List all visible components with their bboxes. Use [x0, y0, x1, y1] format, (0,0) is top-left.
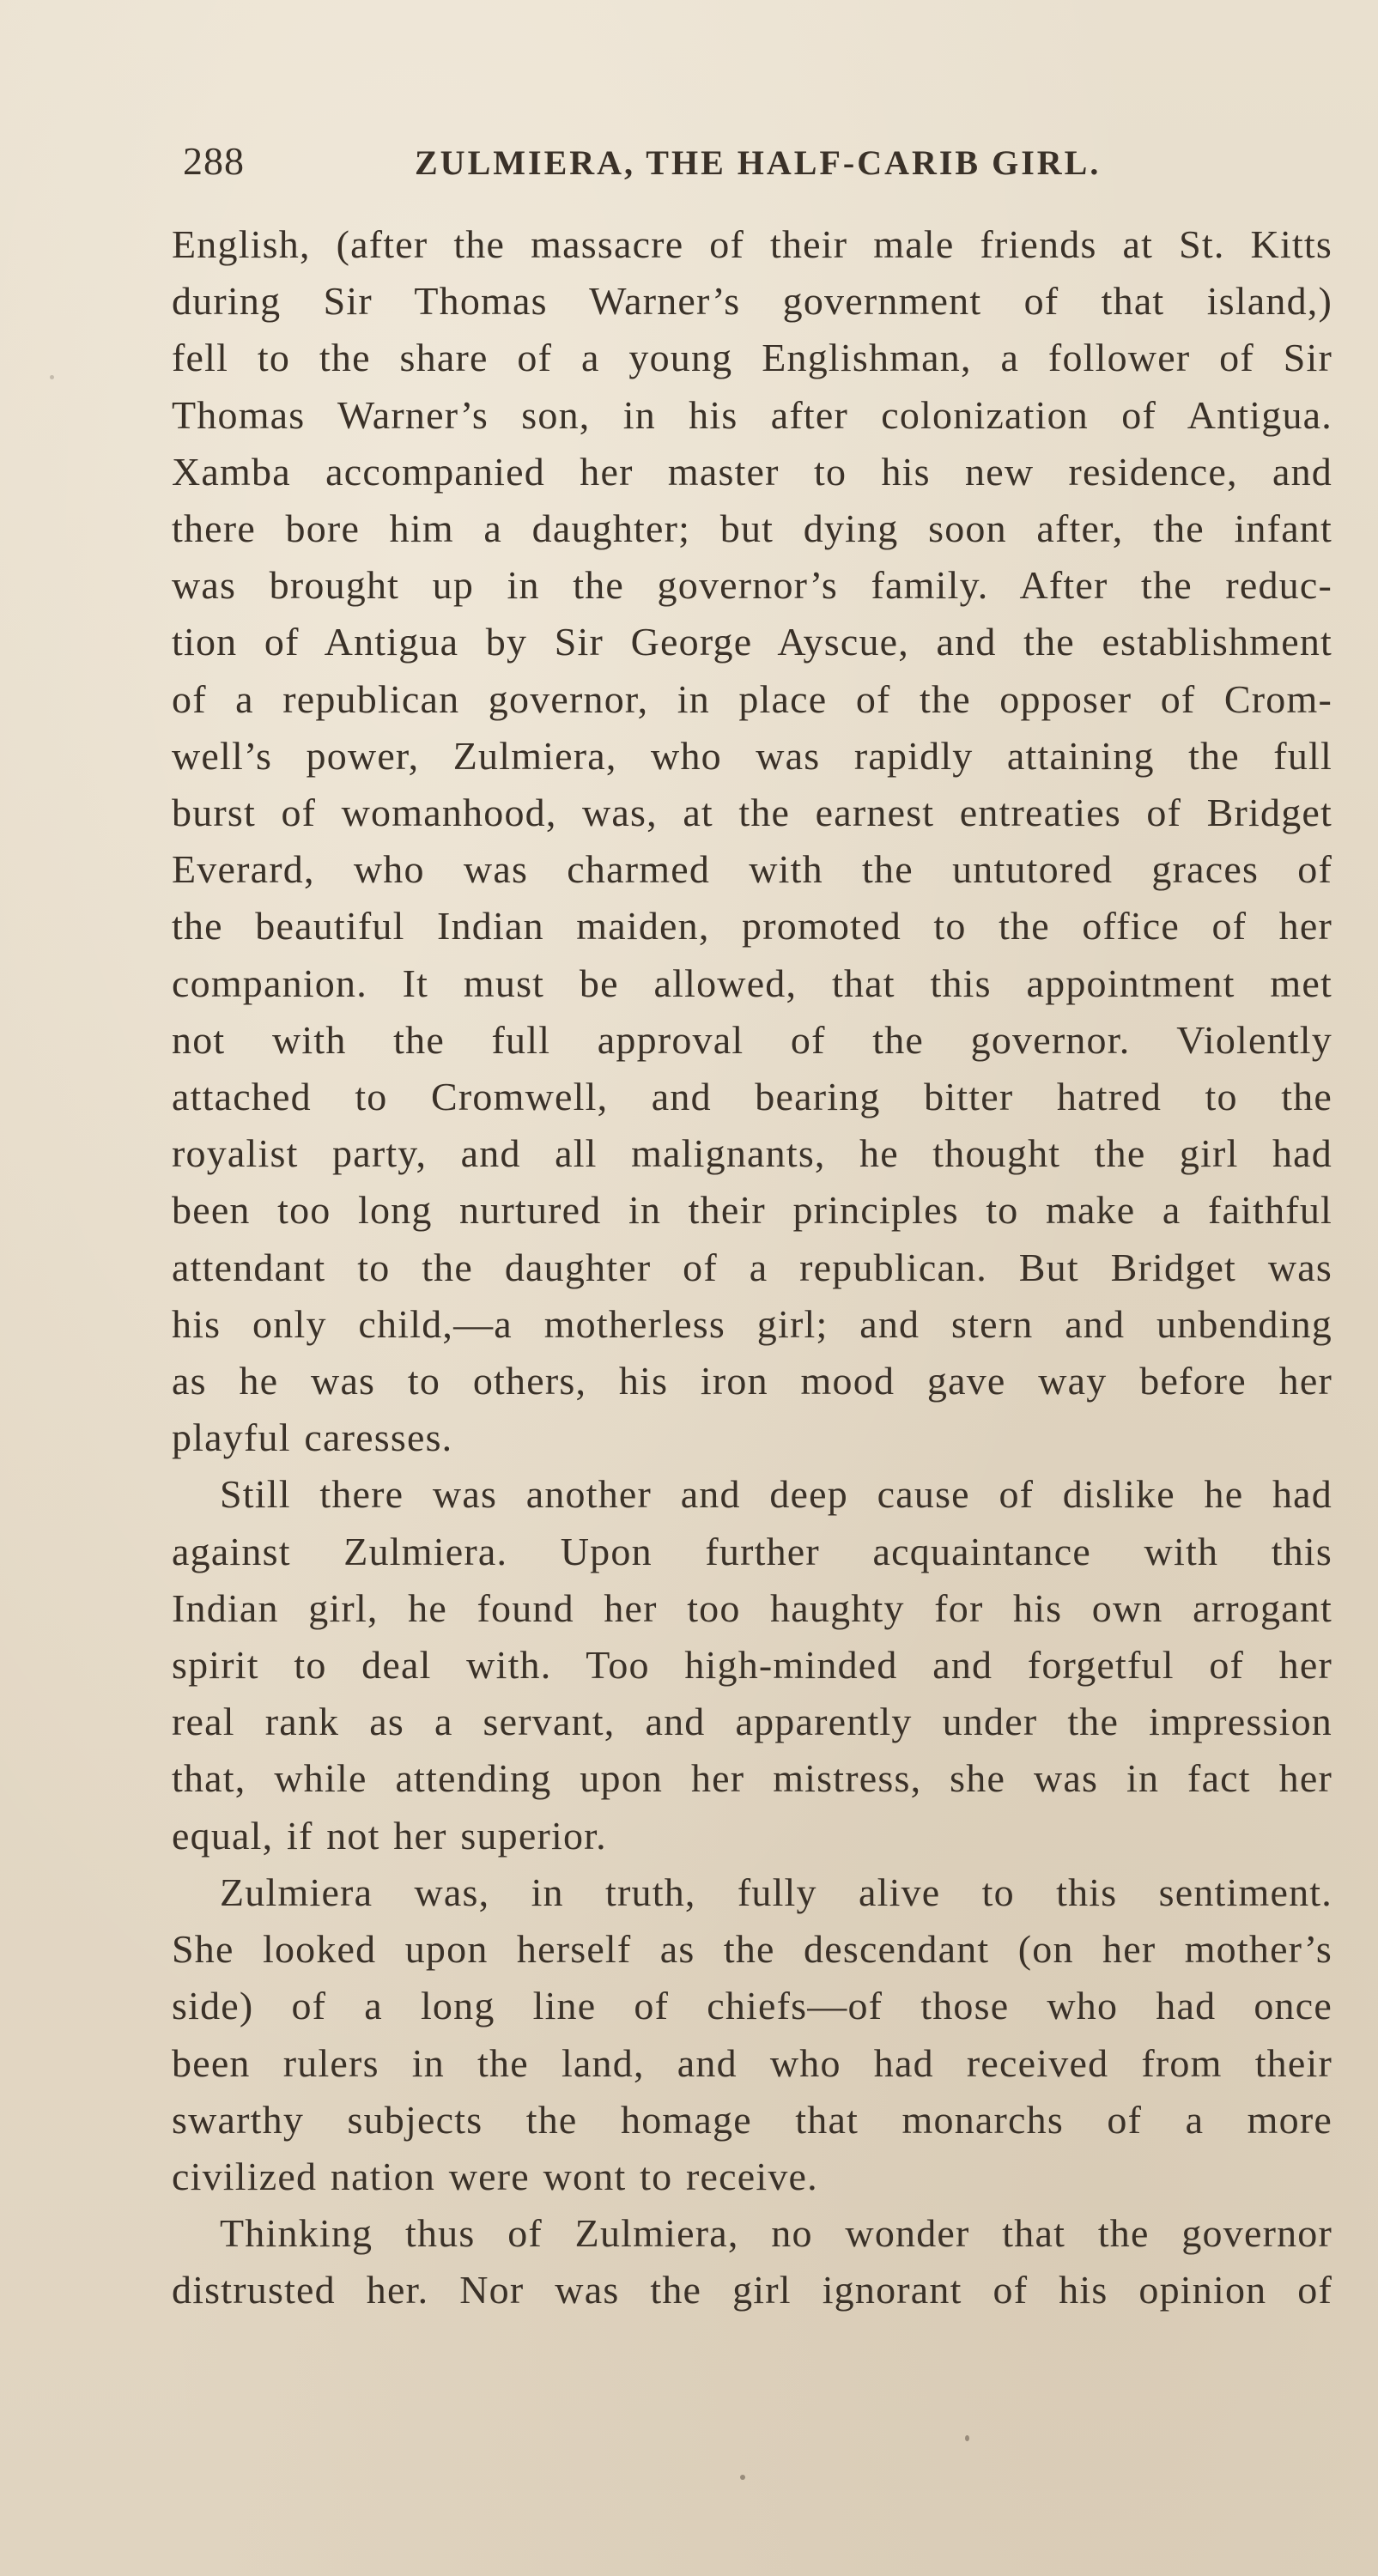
text-line: his only child,—a motherless girl; and stern and unbending: [172, 1301, 1332, 1346]
text-line: Zulmiera was, in truth, fully alive to this sentiment.: [220, 1870, 1332, 1914]
running-title: ZULMIERA, THE HALF-CARIB GIRL.: [415, 143, 1102, 182]
text-line: civilized nation were wont to receive.: [172, 2154, 818, 2198]
text-line: royalist party, and all malignants, he thought the girl had: [172, 1131, 1332, 1176]
paragraph: [172, 1864, 1332, 2205]
text-line: attached to Cromwell, and bearing bitter hatred to the: [172, 1075, 1332, 1119]
text-line: well’s power, Zulmiera, who was rapidly attaining the full: [172, 733, 1332, 778]
text-line: during Sir Thomas Warner’s government of that island,): [172, 279, 1332, 324]
paragraph: [172, 1466, 1332, 1864]
text-line: tion of Antigua by Sir George Ayscue, and the establishment: [172, 620, 1332, 664]
text-line: Xamba accompanied her master to his new residence, and: [172, 449, 1332, 494]
text-line: side) of a long line of chiefs—of those who had once: [172, 1984, 1332, 2028]
paper-speck: [740, 2475, 745, 2480]
text-line: there bore him a daughter; but dying soon after, the infant: [172, 506, 1332, 551]
text-line: Still there was another and deep cause of dislike he had: [220, 1472, 1332, 1517]
text-line: been rulers in the land, and who had received from their: [172, 2040, 1332, 2085]
text-line: She looked upon herself as the descendant (on her mother’s: [172, 1927, 1332, 1972]
paragraph: [172, 216, 1332, 1466]
text-line: Thinking thus of Zulmiera, no wonder that the governor: [220, 2211, 1332, 2256]
text-line: of a republican governor, in place of the opposer of Crom-: [172, 676, 1332, 721]
text-line: was brought up in the governor’s family. After the reduc-: [172, 563, 1332, 608]
text-line: Everard, who was charmed with the untutored graces of: [172, 847, 1332, 892]
text-line: swarthy subjects the homage that monarchs of a more: [172, 2097, 1332, 2142]
text-line: Thomas Warner’s son, in his after colonization of Antigua.: [172, 392, 1332, 437]
text-line: companion. It must be allowed, that this appointment met: [172, 961, 1332, 1005]
text-line: spirit to deal with. Too high-minded and forgetful of her: [172, 1643, 1332, 1688]
text-line: that, while attending upon her mistress, she was in fact her: [172, 1756, 1332, 1801]
paragraph: [172, 2205, 1332, 2318]
text-line: attendant to the daughter of a republican. But Bridget was: [172, 1245, 1332, 1289]
paper-speck: [965, 2435, 969, 2441]
text-line: distrusted her. Nor was the girl ignorant of his opinion of: [172, 2268, 1332, 2312]
text-line: playful caresses.: [172, 1415, 453, 1460]
body-text: [172, 216, 1332, 2319]
text-line: the beautiful Indian maiden, promoted to the office of her: [172, 904, 1332, 949]
text-line: real rank as a servant, and apparently under the impression: [172, 1700, 1332, 1744]
page-number: 288: [183, 139, 245, 183]
text-line: English, (after the massacre of their male friends at St. Kitts: [172, 222, 1332, 266]
paper-speck: [50, 375, 54, 379]
text-line: fell to the share of a young Englishman, a follower of Sir: [172, 336, 1332, 380]
text-line: Indian girl, he found her too haughty for his own arrogant: [172, 1585, 1332, 1630]
text-line: equal, if not her superior.: [172, 1813, 607, 1858]
text-line: against Zulmiera. Upon further acquaintance with this: [172, 1529, 1332, 1573]
text-line: not with the full approval of the governor. Violently: [172, 1017, 1332, 1062]
page-header: [183, 136, 1162, 187]
text-line: burst of womanhood, was, at the earnest entreaties of Bridget: [172, 791, 1332, 835]
text-line: been too long nurtured in their principles to make a faithful: [172, 1188, 1332, 1233]
text-line: as he was to others, his iron mood gave way before her: [172, 1359, 1332, 1403]
